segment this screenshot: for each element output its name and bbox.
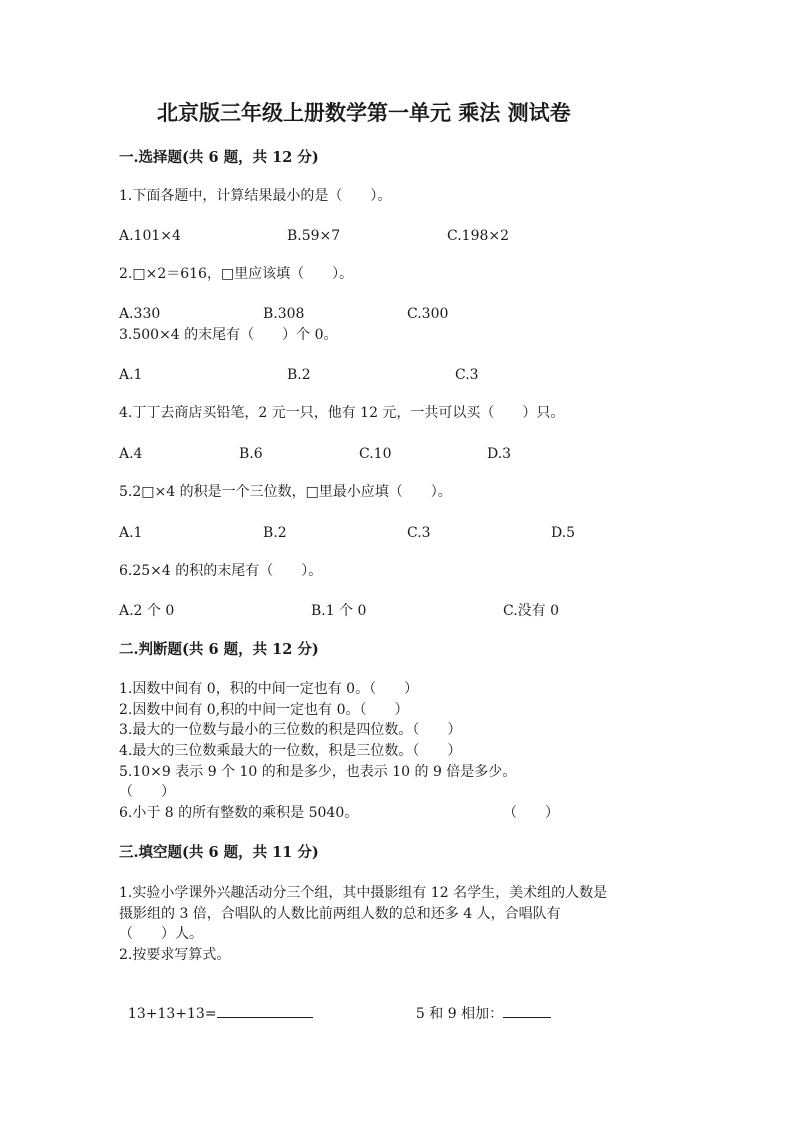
option: A.1 <box>119 367 143 383</box>
option: C.300 <box>407 306 449 322</box>
question-stem: 3.500×4 的末尾有（ ）个 0。 <box>119 327 338 343</box>
option: B.59×7 <box>287 228 341 244</box>
option: A.330 <box>119 306 161 322</box>
judge-item: 6.小于 8 的所有整数的乘积是 5040。 <box>119 805 359 821</box>
expression-1-label: 13+13+13= <box>127 1006 217 1022</box>
question-stem: 2.□×2＝616，□里应该填（ ）。 <box>119 266 354 282</box>
page-title: 北京版三年级上册数学第一单元 乘法 测试卷 <box>157 100 571 125</box>
option: C.10 <box>359 446 392 462</box>
question-stem: 6.25×4 的积的末尾有（ ）。 <box>119 563 323 579</box>
option: B.2 <box>287 367 311 383</box>
option: A.4 <box>119 446 143 462</box>
section-heading: 一.选择题(共 6 题，共 12 分) <box>119 149 319 166</box>
expression-2-label: 5 和 9 相加： <box>415 1006 504 1022</box>
option: B.308 <box>263 306 305 322</box>
judge-item: 3.最大的一位数与最小的三位数的积是四位数。（ ） <box>119 722 462 738</box>
expression-1 <box>119 987 313 1022</box>
judge-item: 4.最大的三位数乘最大的一位数，积是三位数。（ ） <box>119 743 462 759</box>
judge-answer-blank: （ ） <box>119 784 175 800</box>
answer-blank <box>503 1003 551 1018</box>
option: A.1 <box>119 525 143 541</box>
judge-item: 1.因数中间有 0，积的中间一定也有 0。（ ） <box>119 681 419 697</box>
fill-item: 摄影组的 3 倍，合唱队的人数比前两组人数的总和还多 4 人，合唱队有 <box>119 906 561 922</box>
option: A.2 个 0 <box>119 603 175 619</box>
expression-2 <box>407 987 551 1022</box>
option: D.5 <box>551 525 576 541</box>
option: B.2 <box>263 525 287 541</box>
question-stem: 5.2□×4 的积是一个三位数，□里最小应填（ ）。 <box>119 484 452 500</box>
option: C.198×2 <box>447 228 510 244</box>
option: C.没有 0 <box>503 603 560 619</box>
option: A.101×4 <box>119 228 181 244</box>
question-stem: 4.丁丁去商店买铅笔，2 元一只，他有 12 元，一共可以买（ ）只。 <box>119 405 565 421</box>
option: B.6 <box>239 446 263 462</box>
section-heading: 二.判断题(共 6 题，共 12 分) <box>119 641 319 658</box>
judge-item: 2.因数中间有 0,积的中间一定也有 0。（ ） <box>119 702 409 718</box>
option: D.3 <box>487 446 512 462</box>
option: C.3 <box>455 367 479 383</box>
answer-blank <box>217 1003 313 1018</box>
question-stem: 1.下面各题中，计算结果最小的是（ ）。 <box>119 188 392 204</box>
section-heading: 三.填空题(共 6 题，共 11 分) <box>119 844 319 861</box>
fill-item: （ ）人。 <box>119 926 203 942</box>
judge-answer-blank: （ ） <box>503 805 559 821</box>
option: B.1 个 0 <box>311 603 367 619</box>
option: C.3 <box>407 525 431 541</box>
fill-item: 1.实验小学课外兴趣活动分三个组，其中摄影组有 12 名学生，美术组的人数是 <box>119 885 608 901</box>
judge-item: 5.10×9 表示 9 个 10 的和是多少，也表示 10 的 9 倍是多少。 <box>119 764 517 780</box>
fill-item: 2.按要求写算式。 <box>119 947 231 963</box>
